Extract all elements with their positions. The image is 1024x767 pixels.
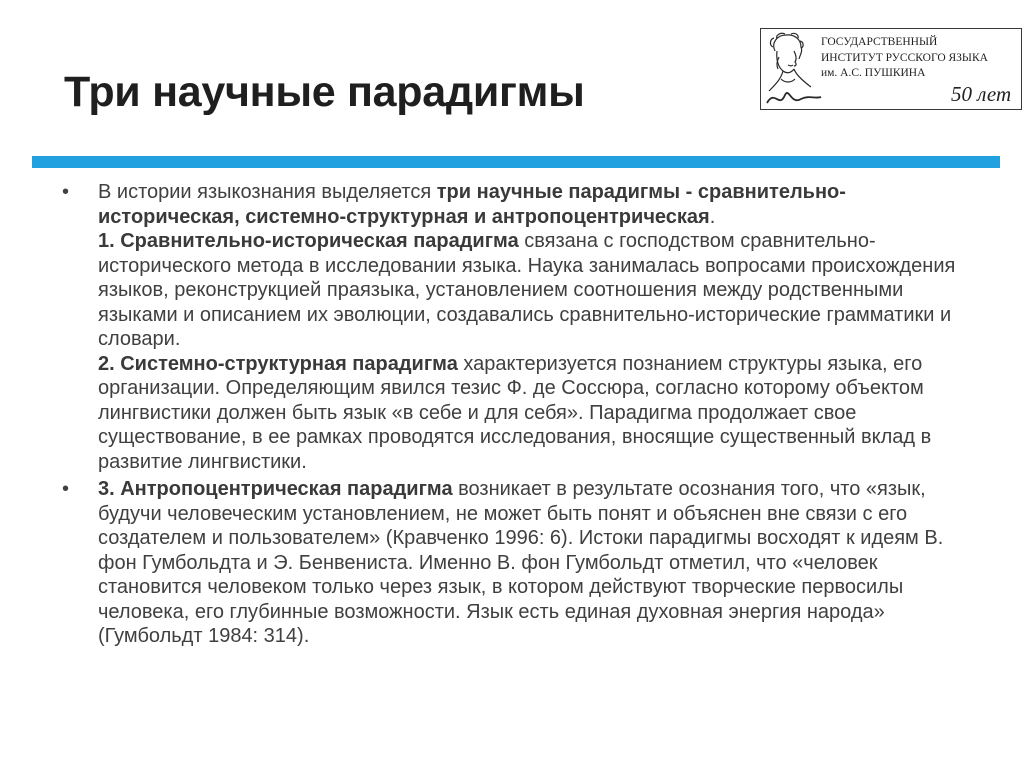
intro-bold-text: три научные парадигмы - сравнительно-историческая, системно-структурная и антропоцентрическая [98,181,846,228]
logo-line-2: ИНСТИТУТ РУССКОГО ЯЗЫКА [821,51,988,64]
logo-text [821,35,988,82]
paradigm-2-text: характеризуется познанием структуры языка, его организации. Определяющим явился тезис Ф. де Соссюра, согласно которому объектом лингвистики должен быть язык «в себе и для себя». Парадигма продолжает свое существование, в ее рамках проводятся исследования, вносящие существенный вклад в развитие лингвистики. [98,352,932,473]
paradigm-1-paragraph [98,229,972,352]
paradigm-3-heading: 3. Антропоцентрическая парадигма [98,478,453,500]
title-divider [32,156,1000,168]
slide-body [62,180,972,652]
paradigm-1-text: связана с господством сравнительно-исторического метода в исследовании языка. Наука занималась вопросами происхождения языков, реконструкцией праязыка, установлением соотношения между родственными языками и описанием их эволюции, создавались сравнительно-исторические грамматики и словари. [98,230,956,350]
paradigm-3-paragraph [98,477,972,649]
logo-years: 50 лет [951,82,1012,106]
bullet-marker: • [62,181,70,203]
logo-line-1: ГОСУДАРСТВЕННЫЙ [821,36,938,48]
slide-title: Три научные парадигмы [64,68,585,116]
logo-line-3: им. А.С. ПУШКИНА [821,67,926,79]
paradigm-2-heading: 2. Системно-структурная парадигма [98,352,458,375]
institute-logo [760,28,1022,110]
intro-paragraph [98,180,972,229]
paradigm-2-paragraph [98,352,972,475]
bullet-item-1 [62,180,972,474]
bullet-item-2 [62,477,972,649]
paradigm-1-heading: 1. Сравнительно-историческая парадигма [98,230,519,252]
bullet-marker: • [62,478,70,500]
paradigm-3-text: возникает в результате осознания того, что «язык, будучи человеческим установлением, не может быть понят и объяснен вне связи с его создателем и пользователем» (Кравченко 1996: 6). Истоки парадигмы восходят к идеям В. фон Гумбольдта и Э. Бенвениста. Именно В. фон Гумбольдт отметил, что «человек становится человеком только через язык, в котором действуют творческие первосилы человека, его глубинные возможности. Язык есть единая духовная энергия народа» (Гумбольдт 1984: 314). [98,478,944,647]
intro-end: . [709,205,716,228]
intro-text: В истории языкознания выделяется [98,181,437,203]
pushkin-portrait-icon [761,29,823,111]
